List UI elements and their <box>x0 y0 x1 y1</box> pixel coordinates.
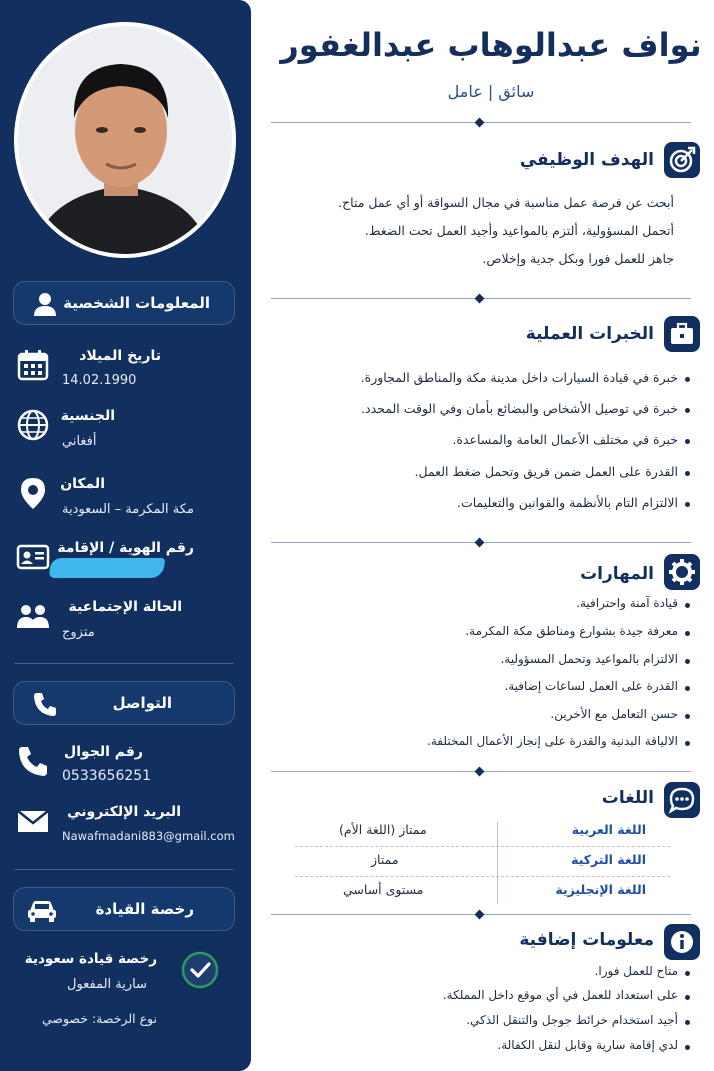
section-divider <box>271 298 691 299</box>
additional-item: متاح للعمل فورا. <box>594 964 678 978</box>
birth-date-value: 14.02.1990 <box>62 373 137 388</box>
experience-item: القدرة على العمل ضمن فريق وتحمل ضغط العمل. <box>414 464 678 479</box>
job-titles: سائق | عامل <box>447 82 535 101</box>
languages-section-icon <box>664 782 700 818</box>
skill-item: معرفة جيدة بشوارع ومناطق مكة المكرمة. <box>465 624 678 638</box>
additional-item: على استعداد للعمل في أي موقع داخل المملكة. <box>442 988 678 1002</box>
id-item <box>14 538 237 582</box>
language-name: اللغة التركية <box>571 852 646 867</box>
skill-item: القدرة على العمل لساعات إضافية. <box>504 679 678 693</box>
additional-title: معلومات إضافية <box>519 930 654 950</box>
gear-icon <box>664 554 700 590</box>
location-item <box>14 474 237 520</box>
additional-section-icon <box>664 924 700 960</box>
experience-item: الالتزام التام بالأنظمة والقوانين والتعليمات. <box>456 495 678 510</box>
target-icon <box>664 142 700 178</box>
skill-item: قيادة آمنة واحترافية. <box>576 596 678 610</box>
personal-info-header <box>13 281 235 325</box>
skill-item: حسن التعامل مع الأخرين. <box>550 707 678 721</box>
globe-icon <box>16 408 50 442</box>
skills-title: المهارات <box>580 564 654 584</box>
location-value: مكة المكرمة – السعودية <box>62 502 194 517</box>
additional-item: أجيد استخدام خرائط جوجل والتنقل الذكي. <box>466 1013 678 1027</box>
phone-icon <box>16 744 50 778</box>
envelope-icon <box>16 804 50 838</box>
user-icon <box>32 291 58 317</box>
nationality-item <box>14 406 237 452</box>
phone-icon <box>32 691 58 717</box>
profile-photo <box>14 22 236 258</box>
languages-row-divider <box>295 846 670 847</box>
id-card-icon <box>16 540 50 574</box>
objective-line: أتحمل المسؤولية، ألتزم بالمواعيد وأجيد العمل تحت الضغط. <box>364 223 674 238</box>
language-level: ممتاز (اللغة الأم) <box>339 822 427 837</box>
car-icon <box>26 897 58 923</box>
main-content <box>251 0 714 1071</box>
users-icon <box>16 600 50 634</box>
section-divider <box>271 122 691 123</box>
chat-bubble-icon <box>664 782 700 818</box>
check-circle-icon <box>181 951 219 989</box>
email-value[interactable]: Nawafmadani883@gmail.com <box>62 829 235 843</box>
marital-item <box>14 598 237 644</box>
experience-title: الخبرات العملية <box>525 324 654 344</box>
additional-item: لدي إقامة سارية وقابل لنقل الكفالة. <box>497 1038 678 1052</box>
license-header <box>13 887 235 931</box>
objective-section-icon <box>664 142 700 178</box>
phone-label: رقم الجوال <box>64 744 143 760</box>
sidebar-divider <box>14 869 234 870</box>
id-label: رقم الهوية / الإقامة <box>57 540 194 556</box>
briefcase-icon <box>664 316 700 352</box>
sidebar <box>0 0 251 1071</box>
license-type: نوع الرخصة: خصوصي <box>41 1011 157 1026</box>
experience-item: خبرة في توصيل الأشخاص والبضائع بأمان وفي الوقت المحدد. <box>361 401 678 416</box>
languages-row-divider <box>295 876 670 877</box>
person-photo-icon <box>14 26 232 258</box>
objective-title: الهدف الوظيفي <box>519 150 654 170</box>
marital-value: متزوج <box>62 625 95 640</box>
location-pin-icon <box>16 476 50 510</box>
objective-line: أبحث عن فرصة عمل مناسبة في مجال السواقة أو أي عمل متاح. <box>338 195 674 210</box>
experience-item: خبرة في مختلف الأعمال العامة والمساعدة. <box>452 432 678 447</box>
location-label: المكان <box>60 476 105 492</box>
language-name: اللغة العربية <box>571 822 646 837</box>
phone-item <box>14 742 237 788</box>
phone-value[interactable]: 0533656251 <box>62 768 152 784</box>
skill-item: الالتزام بالمواعيد وتحمل المسؤولية. <box>500 652 678 666</box>
contact-title: التواصل <box>112 694 172 712</box>
redaction-mark <box>49 558 166 578</box>
section-divider <box>271 542 691 543</box>
language-level: ممتاز <box>371 852 399 867</box>
email-label: البريد الإلكتروني <box>67 804 181 820</box>
skills-section-icon <box>664 554 700 590</box>
license-name: رخصة قيادة سعودية <box>24 951 157 967</box>
full-name: نواف عبدالوهاب عبدالغفور <box>280 26 702 64</box>
languages-table-separator <box>497 822 498 904</box>
section-divider <box>271 771 691 772</box>
sidebar-divider <box>14 663 234 664</box>
license-title: رخصة القيادة <box>95 900 194 918</box>
contact-header <box>13 681 235 725</box>
objective-line: جاهز للعمل فورا وبكل جدية وإخلاص. <box>482 251 674 266</box>
license-status: سارية المفعول <box>67 977 147 992</box>
calendar-icon <box>16 348 50 382</box>
personal-info-title: المعلومات الشخصية <box>63 294 210 312</box>
birth-date-item <box>14 346 237 392</box>
marital-label: الحالة الإجتماعية <box>68 599 182 615</box>
languages-title: اللغات <box>601 788 654 808</box>
experience-section-icon <box>664 316 700 352</box>
language-name: اللغة الإنجليزية <box>555 882 646 897</box>
info-icon <box>664 924 700 960</box>
nationality-label: الجنسية <box>60 408 115 424</box>
nationality-value: أفغاني <box>62 434 97 449</box>
email-item <box>14 802 237 848</box>
skill-item: الالياقة البدنية والقدرة على إنجاز الأعمال المختلفة. <box>427 734 678 748</box>
experience-item: خبرة في قيادة السيارات داخل مدينة مكة والمناطق المجاورة. <box>360 370 678 385</box>
birth-date-label: تاريخ الميلاد <box>79 348 161 364</box>
language-level: مستوى أساسي <box>343 882 424 897</box>
section-divider <box>271 914 691 915</box>
